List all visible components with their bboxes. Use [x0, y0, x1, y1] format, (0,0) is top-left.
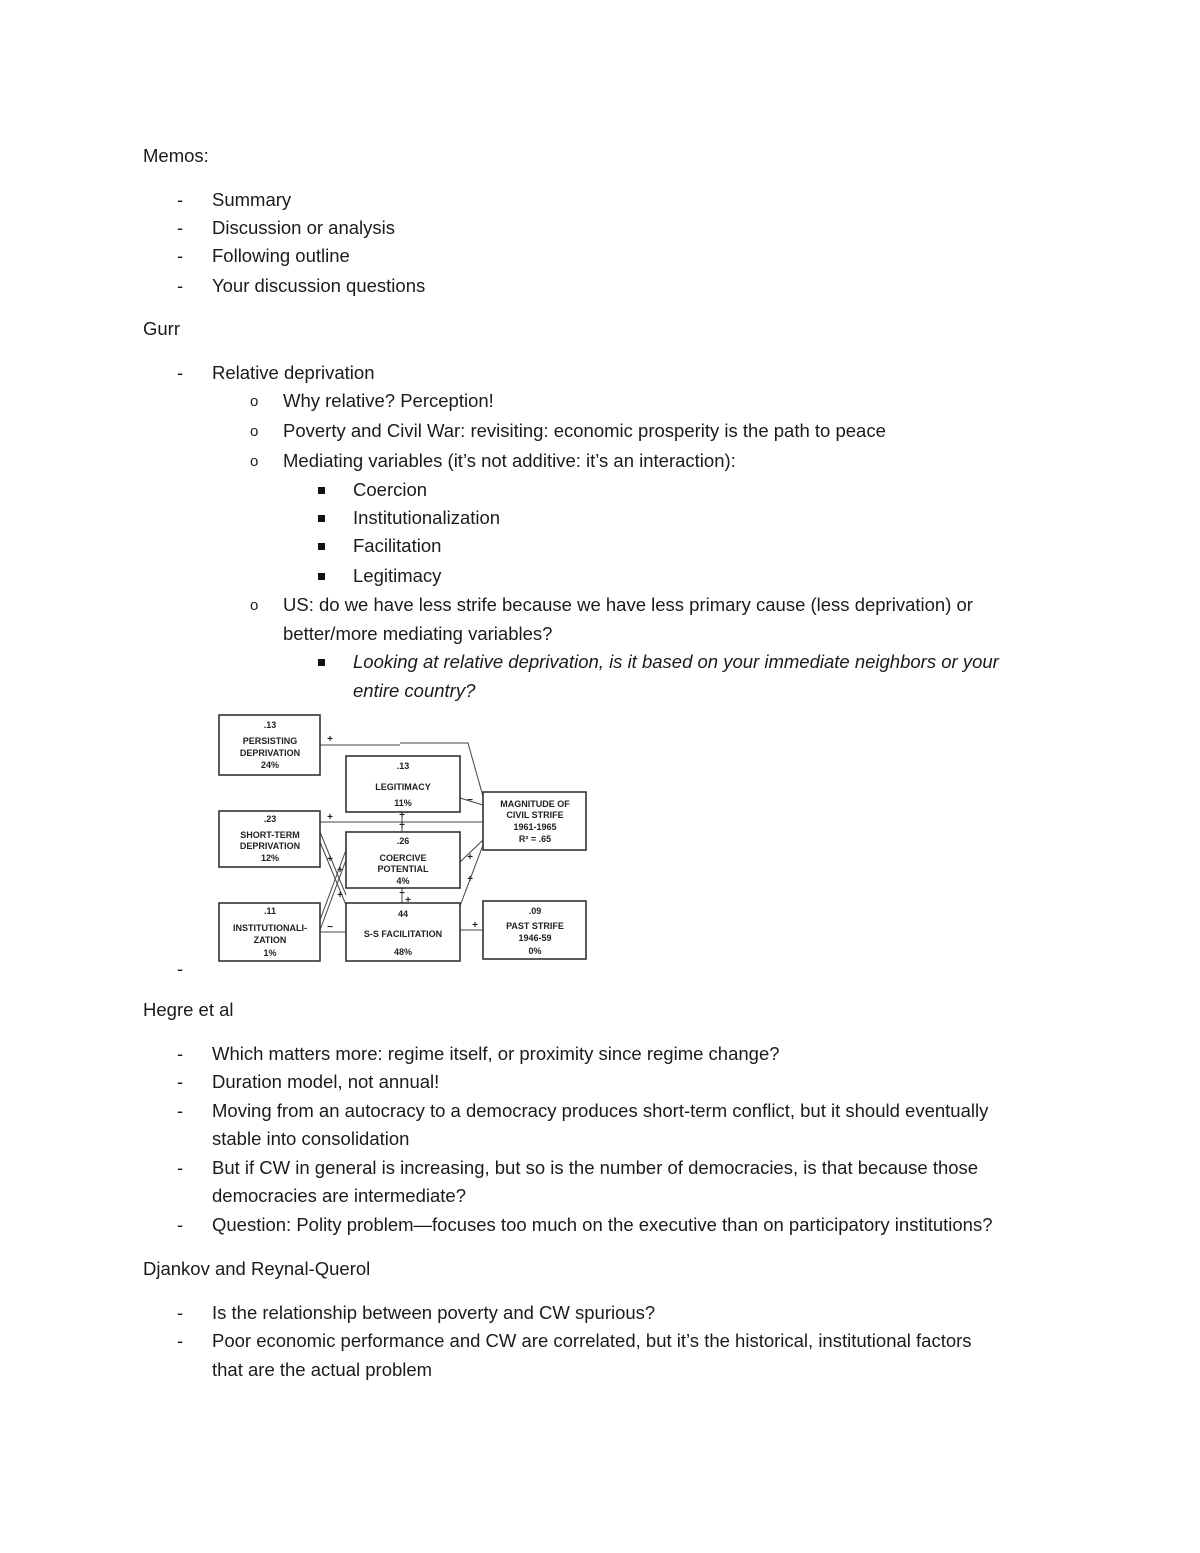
svg-text:CIVIL STRIFE: CIVIL STRIFE	[506, 810, 564, 820]
svg-text:COERCIVE: COERCIVE	[379, 853, 427, 863]
circle-bullet: o	[250, 597, 259, 614]
svg-text:LEGITIMACY: LEGITIMACY	[375, 782, 431, 792]
list-item: Mediating variables (it’s not additive: it’s an interaction):	[283, 450, 736, 471]
list-dash: -	[177, 1043, 184, 1064]
svg-text:48%: 48%	[393, 947, 413, 957]
svg-text:+: +	[399, 810, 405, 821]
list-dash: -	[177, 245, 184, 266]
circle-bullet: o	[250, 423, 259, 440]
svg-text:+: +	[327, 812, 333, 823]
svg-text:0%: 0%	[528, 946, 542, 956]
svg-text:+: +	[399, 820, 405, 831]
svg-text:SHORT-TERM: SHORT-TERM	[240, 830, 300, 840]
svg-text:INSTITUTIONALI-: INSTITUTIONALI-	[233, 923, 307, 933]
box-institutionalization	[219, 903, 320, 961]
svg-text:12%: 12%	[260, 853, 280, 863]
svg-text:+: +	[327, 734, 333, 745]
svg-text:+: +	[472, 920, 478, 931]
list-item: Legitimacy	[353, 565, 442, 586]
svg-text:.09: .09	[528, 906, 542, 916]
memos-heading: Memos:	[143, 145, 209, 166]
list-item: Your discussion questions	[212, 275, 426, 296]
list-item: Coercion	[353, 479, 428, 500]
list-dash: -	[177, 1100, 184, 1121]
svg-text:+: +	[467, 852, 473, 863]
list-item: Following outline	[212, 245, 350, 266]
list-dash: -	[177, 275, 184, 296]
svg-text:+: +	[337, 890, 343, 901]
list-dash: -	[177, 189, 184, 210]
svg-text:+: +	[337, 865, 343, 876]
svg-text:1961-1965: 1961-1965	[513, 822, 557, 832]
italic-question: Looking at relative deprivation, is it based on your immediate neighbors or your	[353, 651, 999, 672]
svg-text:1946-59: 1946-59	[518, 933, 552, 943]
list-item-continued: that are the actual problem	[212, 1359, 433, 1380]
list-dash: -	[177, 1214, 184, 1235]
list-item: Is the relationship between poverty and CW spurious?	[212, 1302, 656, 1323]
list-item-continued: democracies are intermediate?	[212, 1185, 466, 1206]
list-item: Moving from an autocracy to a democracy produces short-term conflict, but it should eventually	[212, 1100, 989, 1121]
list-item: US: do we have less strife because we have less primary cause (less deprivation) or	[283, 594, 973, 615]
svg-text:24%: 24%	[260, 760, 280, 770]
list-dash: -	[177, 1302, 184, 1323]
svg-text:4%: 4%	[396, 876, 410, 886]
list-item: Duration model, not annual!	[212, 1071, 440, 1092]
svg-text:S-S FACILITATION: S-S FACILITATION	[363, 929, 443, 939]
list-dash: -	[177, 217, 184, 238]
svg-text:PERSISTING: PERSISTING	[242, 736, 298, 746]
list-dash: -	[177, 362, 184, 383]
list-item: Poor economic performance and CW are correlated, but it’s the historical, institutional factors	[212, 1330, 972, 1351]
svg-text:.13: .13	[396, 761, 410, 771]
svg-text:ZATION: ZATION	[253, 935, 287, 945]
svg-text:MAGNITUDE OF: MAGNITUDE OF	[500, 799, 570, 809]
box-magnitude-civil-strife	[483, 792, 586, 850]
box-coercive-potential	[346, 832, 460, 888]
list-item: Why relative? Perception!	[283, 390, 494, 411]
list-dash: -	[177, 1157, 184, 1178]
svg-text:.23: .23	[263, 814, 277, 824]
box-past-strife	[483, 901, 586, 959]
list-item: Institutionalization	[353, 507, 501, 528]
list-item: Summary	[212, 189, 292, 210]
svg-text:11%: 11%	[394, 798, 412, 808]
circle-bullet: o	[250, 453, 259, 470]
svg-text:.11: .11	[263, 906, 277, 916]
list-dash: -	[177, 1071, 184, 1092]
list-dash: -	[177, 958, 184, 979]
svg-text:DEPRIVATION: DEPRIVATION	[239, 748, 301, 758]
list-item-continued: stable into consolidation	[212, 1128, 410, 1149]
list-item: But if CW in general is increasing, but so is the number of democracies, is that because those	[212, 1157, 979, 1178]
gurr-heading: Gurr	[143, 318, 180, 339]
svg-text:44: 44	[397, 909, 409, 919]
svg-text:−: −	[399, 888, 405, 899]
svg-text:+: +	[327, 854, 333, 865]
list-item: Question: Polity problem—focuses too much on the executive than on participatory institutions?	[212, 1214, 993, 1235]
svg-text:PAST STRIFE: PAST STRIFE	[506, 921, 564, 931]
svg-text:+: +	[405, 895, 411, 906]
box-facilitation	[346, 903, 460, 961]
list-item: Which matters more: regime itself, or proximity since regime change?	[212, 1043, 780, 1064]
svg-text:.26: .26	[396, 836, 410, 846]
box-short-term-deprivation	[219, 811, 320, 867]
svg-text:DEPRIVATION: DEPRIVATION	[239, 841, 301, 851]
list-item: Relative deprivation	[212, 362, 375, 383]
circle-bullet: o	[250, 393, 259, 410]
svg-text:1%: 1%	[263, 948, 277, 958]
list-item: Poverty and Civil War: revisiting: economic prosperity is the path to peace	[283, 420, 886, 441]
svg-text:POTENTIAL: POTENTIAL	[377, 864, 429, 874]
svg-text:−: −	[467, 795, 473, 806]
list-item: Discussion or analysis	[212, 217, 396, 238]
box-persisting-deprivation	[219, 715, 320, 775]
svg-text:.13: .13	[263, 720, 277, 730]
list-dash: -	[177, 1330, 184, 1351]
svg-text:−: −	[327, 922, 333, 933]
italic-question-continued: entire country?	[353, 680, 476, 701]
list-item: Facilitation	[353, 535, 442, 556]
svg-text:R² = .65: R² = .65	[518, 834, 552, 844]
list-item-continued: better/more mediating variables?	[283, 623, 553, 644]
svg-text:+: +	[467, 874, 473, 885]
box-legitimacy	[346, 756, 460, 812]
djankov-heading: Djankov and Reynal-Querol	[143, 1258, 371, 1279]
hegre-heading: Hegre et al	[143, 999, 234, 1020]
